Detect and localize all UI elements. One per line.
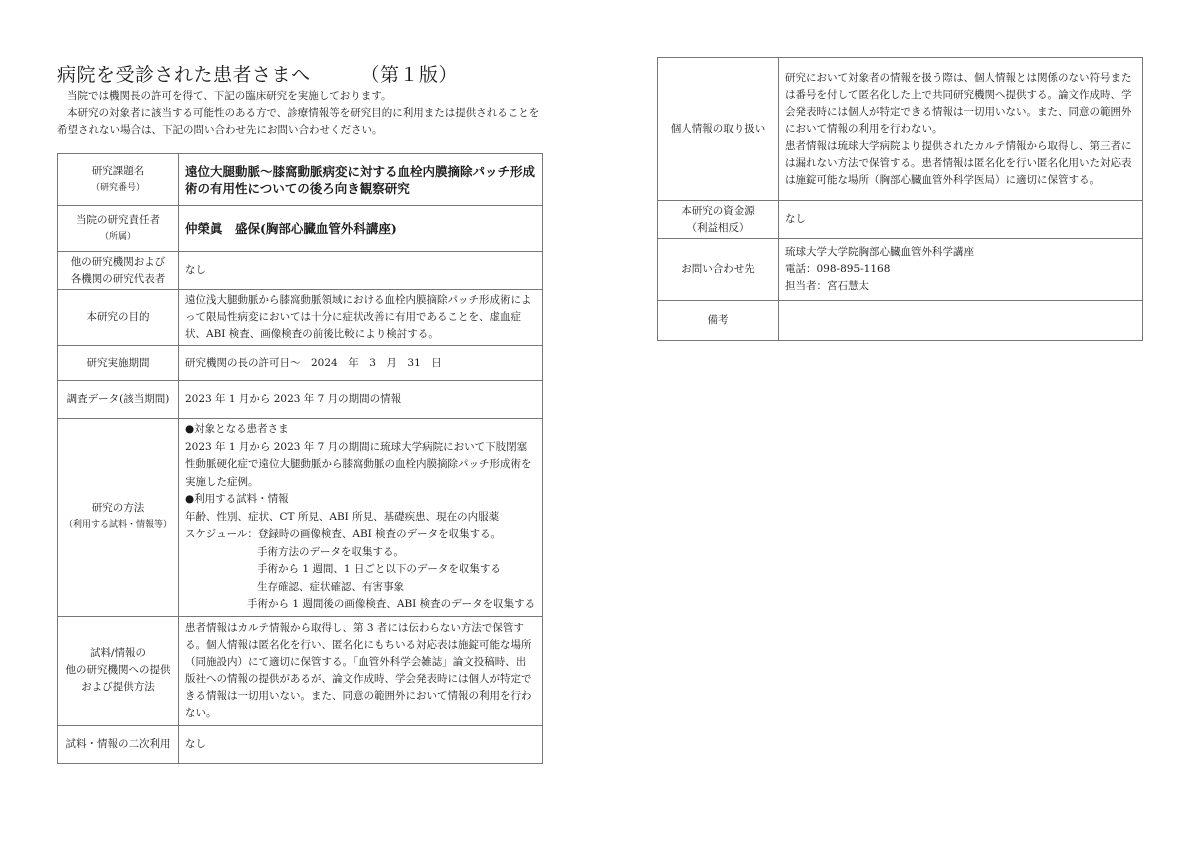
contact-info [779, 239, 1143, 301]
row-label: 試料・情報の二次利用 [58, 725, 179, 763]
research-period: 研究機関の長の許可日～ 2024 年 3 月 31 日 [179, 346, 543, 381]
method-line: 手術から 1 週間、1 日ごと以下のデータを収集する [257, 563, 501, 575]
research-method [179, 419, 543, 617]
contact-phone: 電話：098-895-1168 [785, 263, 891, 275]
other-institutions: なし [179, 252, 543, 290]
row-label: 備考 [658, 301, 779, 341]
privacy-paragraph: 患者情報は琉球大学病院より提供されたカルテ情報から取得し、第三者には漏れない方法で保管する。患者情報は匿名化を行い匿名化用いた対応表は施錠可能な場所（胸部心臓血管外科学医局）に適切に保管する。 [785, 139, 1132, 186]
table-row [658, 201, 1143, 239]
method-line: 年齢、性別、症状、CT 所見、ABI 所見、基礎疾患、現在の内服薬 [185, 510, 500, 523]
method-line: ●対象となる患者さま [185, 423, 289, 435]
method-line: ●利用する試料・情報 [185, 493, 289, 505]
method-line: 2023 年 1 月から 2023 年 7 月の期間に琉球大学病院において下肢閉塞性動脈硬化症で遠位大腿動脈から膝窩動脈の血栓内膜摘除パッチ形成術を実施した症例。 [185, 440, 532, 488]
row-label: 調査データ(該当期間) [58, 381, 179, 419]
table-row [58, 419, 543, 617]
remarks [779, 301, 1143, 341]
table-row [58, 290, 543, 346]
table-row [58, 616, 543, 725]
method-line: スケジュール：登録時の画像検査、ABI 検査のデータを収集する。 [185, 528, 502, 540]
title-text: 病院を受診された患者さまへ [57, 64, 311, 86]
intro-text [57, 88, 547, 139]
intro-paragraph-1: 当院では機関長の許可を得て、下記の臨床研究を実施しております。 [67, 90, 392, 102]
row-label: 個人情報の取り扱い [658, 58, 779, 201]
research-title: 遠位大腿動脈～膝窩動脈病変に対する血栓内膜摘除パッチ形成術の有用性についての後ろ向き観察研究 [179, 154, 543, 206]
row-label: お問い合わせ先 [658, 239, 779, 301]
page-title [57, 60, 458, 87]
research-purpose: 遠位浅大腿動脈から膝窩動脈領域における血栓内膜摘除パッチ形成術によって限局性病変においては十分に症状改善に有用であることを、虚血症状、ABI 検査、画像検査の前後比較により検討する。 [179, 290, 543, 346]
privacy-paragraph: 研究において対象者の情報を扱う際は、個人情報とは関係のない符号または番号を付して匿名化した上で共同研究機関へ提供する。論文作成時、学会発表時には個人が特定できる情報は一切用いない。また、同意の範囲外において情報の利用を行わない。 [785, 71, 1132, 135]
row-label: 他の研究機関および 各機関の研究代表者 [58, 252, 179, 290]
survey-data-period: 2023 年 1 月から 2023 年 7 月の期間の情報 [179, 381, 543, 419]
principal-investigator: 仲榮眞 盛保(胸部心臓血管外科講座) [179, 206, 543, 252]
privacy-contact-table [657, 57, 1143, 341]
version-label: （第１版） [360, 64, 459, 86]
secondary-use: なし [179, 725, 543, 763]
row-label: 研究の方法 （利用する試料・情報等） [58, 419, 179, 617]
table-row [58, 346, 543, 381]
table-row [58, 252, 543, 290]
funding-source: なし [779, 201, 1143, 239]
method-line: 手術から 1 週間後の画像検査、ABI 検査のデータを収集する [247, 598, 536, 610]
row-label: 本研究の目的 [58, 290, 179, 346]
table-row [658, 301, 1143, 341]
contact-person: 担当者：宮石慧太 [785, 280, 869, 292]
row-label: 本研究の資金源 （利益相反） [658, 201, 779, 239]
table-row [58, 154, 543, 206]
row-label: 試料/情報の 他の研究機関への提供 および提供方法 [58, 616, 179, 725]
intro-paragraph-2: 本研究の対象者に該当する可能性のある方で、診療情報等を研究目的に利用または提供されることを希望されない場合は、下記の問い合わせ先にお問い合わせください。 [57, 107, 540, 136]
privacy-handling [779, 58, 1143, 201]
row-label: 研究実施期間 [58, 346, 179, 381]
method-line: 生存確認、症状確認、有害事象 [257, 580, 404, 593]
method-line: 手術方法のデータを収集する。 [257, 545, 404, 558]
contact-department: 琉球大学大学院胸部心臓血管外科学講座 [785, 246, 974, 258]
data-provision-method: 患者情報はカルテ情報から取得し、第 3 者には伝わらない方法で保管する。個人情報は匿名化を行い、匿名化にもちいる対応表は施錠可能な場所（同施設内）にて適切に保管する。「血管外科学会雑誌」論文投稿時、出版社への情報の提供があるが、論文作成時、学会発表時には個人が特定できる情報は一切用いない。また、同意の範囲外において情報の利用を行わない。 [179, 616, 543, 725]
table-row [58, 381, 543, 419]
table-row [58, 725, 543, 763]
table-row [658, 239, 1143, 301]
table-row [58, 206, 543, 252]
research-info-table [57, 153, 543, 764]
row-label: 当院の研究責任者 （所属） [58, 206, 179, 252]
row-label: 研究課題名 （研究番号） [58, 154, 179, 206]
table-row [658, 58, 1143, 201]
